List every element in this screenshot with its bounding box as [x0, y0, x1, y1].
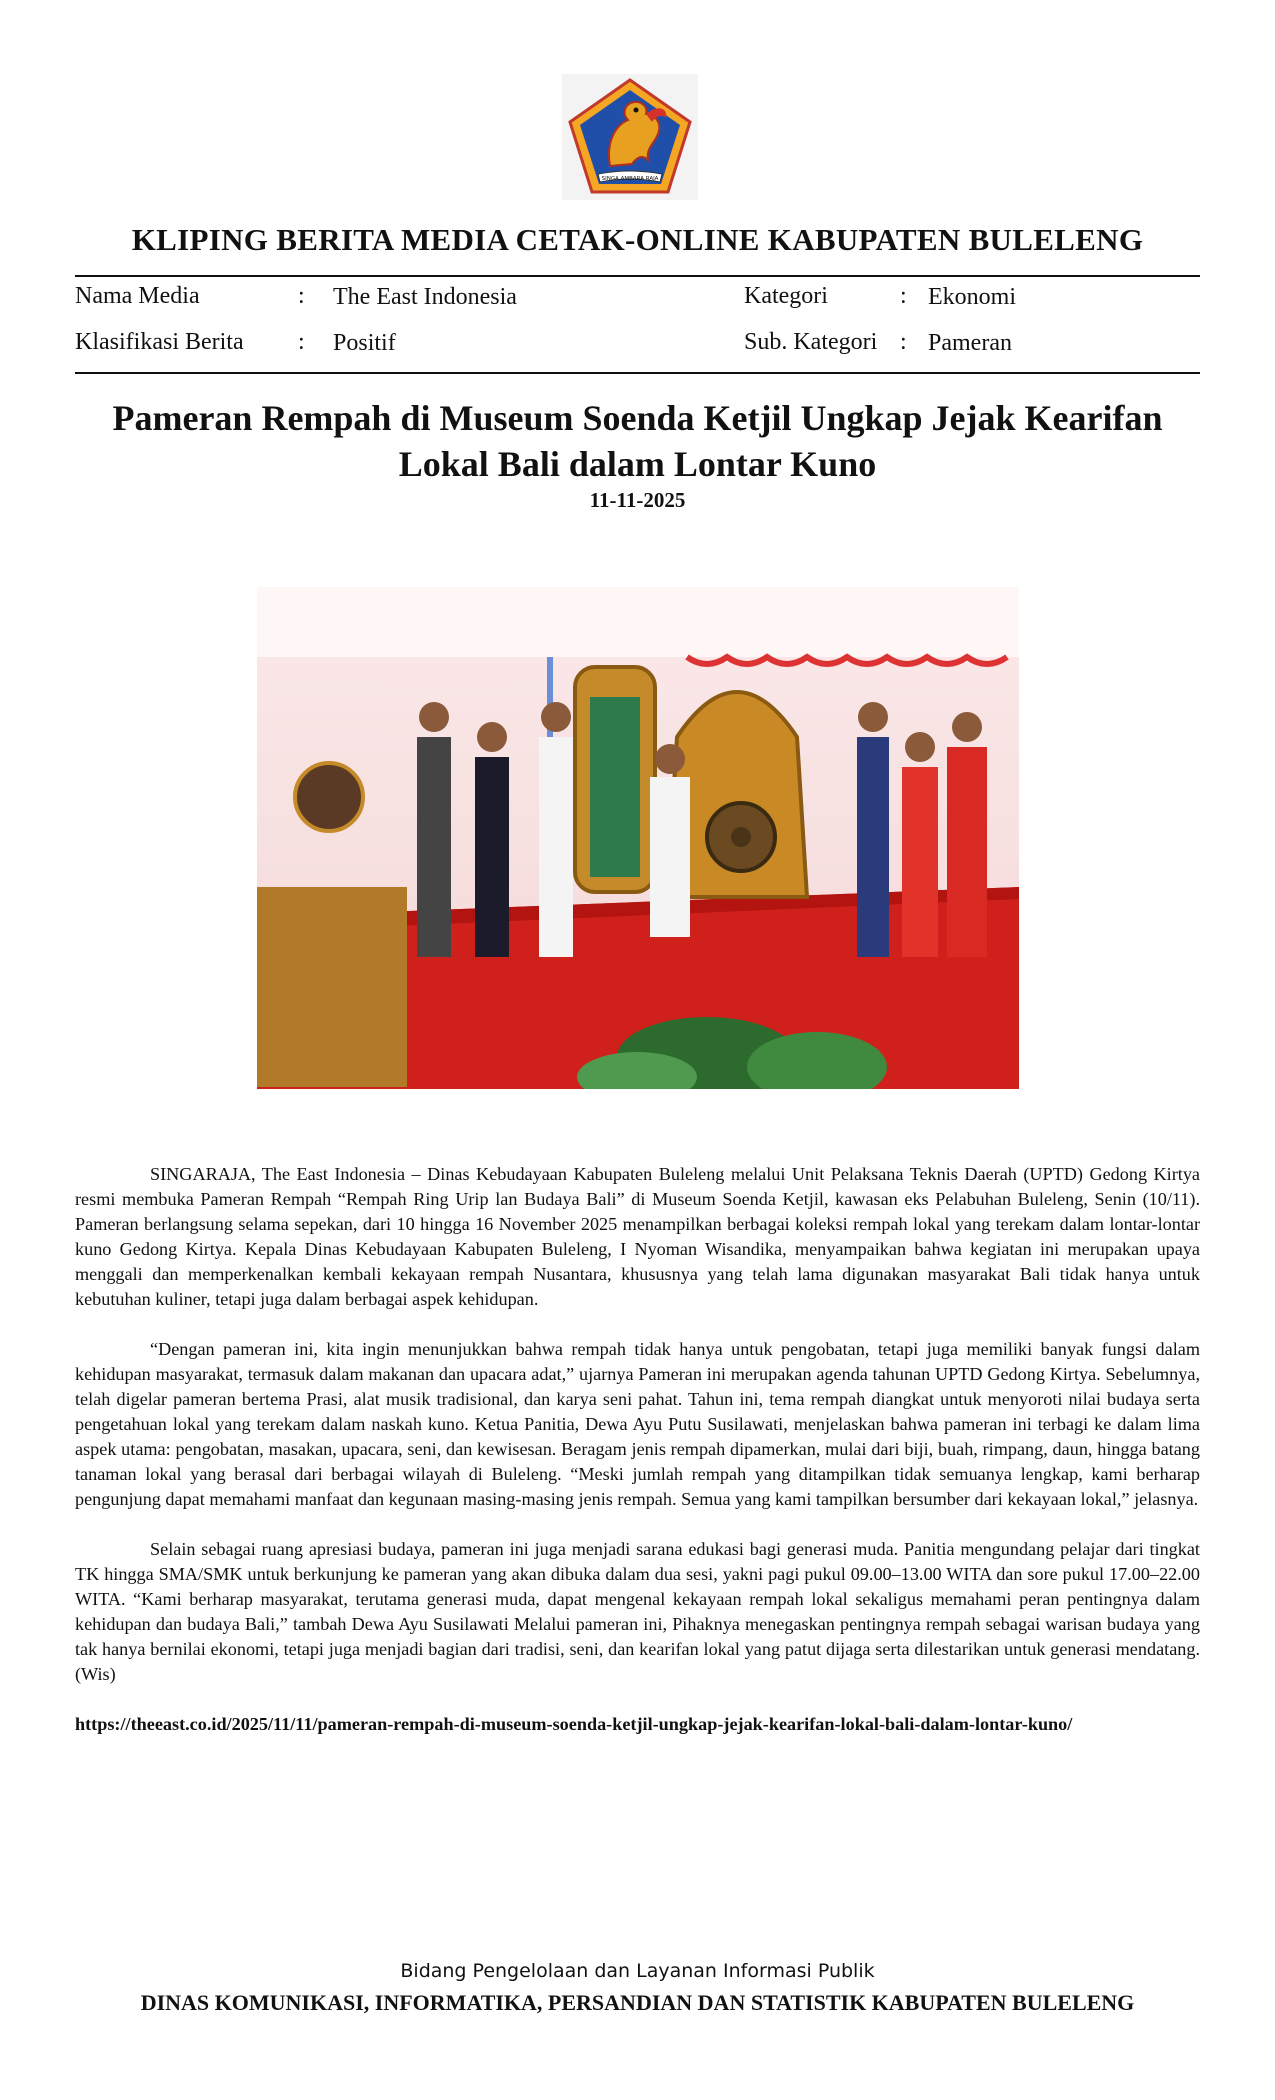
article-date: 11-11-2025 — [589, 488, 686, 512]
klasifikasi-separator: : — [298, 329, 305, 355]
klasifikasi-berita-label: Klasifikasi Berita — [75, 329, 244, 355]
klasifikasi-berita-value: Positif — [333, 330, 396, 356]
event-photo-gong-opening-ceremony-icon — [257, 587, 1019, 1089]
sub-kategori-separator: : — [900, 329, 907, 355]
article-paragraph-2: “Dengan pameran ini, kita ingin menunjukkan bahwa rempah tidak hanya untuk pengobatan, tetapi juga memiliki banyak fungsi dalam kehidupan masyarakat, termasuk dalam makanan dan upacara adat,” ujarnya Pameran ini merupakan agenda tahunan UPTD Gedong Kirtya. Sebelumnya, telah digelar pameran bertema Prasi, alat musik tradisional, dan karya seni pahat. Tahun ini, tema rempah diangkat untuk menyoroti nilai budaya serta pengetahuan lokal yang terekam dalam naskah kuno. Ketua Panitia, Dewa Ayu Putu Susilawati, menjelaskan bahwa pameran ini terbagi ke dalam lima aspek utama: pengobatan, masakan, upacara, seni, dan kewisesan. Beragam jenis rempah dipamerkan, mulai dari biji, buah, rimpang, daun, hingga batang tanaman lokal yang berasal dari berbagai wilayah di Buleleng. “Meski jumlah rempah yang ditampilkan tidak semuanya lengkap, kami berharap pengunjung dapat memahami manfaat dan kegunaan masing-masing jenis rempah. Semua yang kami tampilkan bersumber dari kekayaan lokal,” jelasnya. — [75, 1339, 1200, 1509]
footer-division: Bidang Pengelolaan dan Layanan Informasi Publik — [400, 1960, 875, 1982]
header-top-rule — [75, 275, 1200, 277]
kategori-value: Ekonomi — [928, 284, 1016, 310]
nama-media-label: Nama Media — [75, 283, 200, 309]
kategori-label: Kategori — [744, 283, 828, 309]
article-title: Pameran Rempah di Museum Soenda Ketjil Ungkap Jejak Kearifan Lokal Bali dalam Lontar Kuno — [112, 398, 1163, 484]
singa-ambara-raja-emblem-icon — [562, 74, 698, 200]
nama-media-value: The East Indonesia — [333, 284, 517, 310]
article-paragraph-1: SINGARAJA, The East Indonesia – Dinas Kebudayaan Kabupaten Buleleng melalui Unit Pelaksana Teknis Daerah (UPTD) Gedong Kirtya resmi membuka Pameran Rempah “Rempah Ring Urip lan Budaya Bali” di Museum Soenda Ketjil, kawasan eks Pelabuhan Buleleng, Senin (10/11). Pameran berlangsung selama sepekan, dari 10 hingga 16 November 2025 menampilkan berbagai koleksi rempah lokal yang terekam dalam lontar-lontar kuno Gedong Kirtya. Kepala Dinas Kebudayaan Kabupaten Buleleng, I Nyoman Wisandika, menyampaikan bahwa kegiatan ini merupakan upaya menggali dan memperkenalkan kembali kekayaan rempah Nusantara, khususnya yang telah lama digunakan masyarakat Bali tidak hanya untuk kebutuhan kuliner, tetapi juga dalam berbagai aspek kehidupan. — [75, 1164, 1200, 1309]
nama-media-separator: : — [298, 283, 305, 309]
article-paragraph-3: Selain sebagai ruang apresiasi budaya, pameran ini juga menjadi sarana edukasi bagi generasi muda. Panitia mengundang pelajar dari tingkat TK hingga SMA/SMK untuk berkunjung ke pameran yang akan dibuka dalam dua sesi, yakni pagi pukul 09.00–13.00 WITA dan sore pukul 17.00–22.00 WITA. “Kami berharap masyarakat, terutama generasi muda, dapat mengenal kekayaan rempah lokal sekaligus memahami peran pentingnya dalam kehidupan dan budaya Bali,” tambah Dewa Ayu Susilawati Melalui pameran ini, Pihaknya menegaskan pentingnya rempah sebagai warisan budaya yang tak hanya bernilai ekonomi, tetapi juga menjadi bagian dari tradisi, seni, dan kearifan lokal yang patut dijaga serta dilestarikan untuk generasi mendatang.(Wis) — [75, 1539, 1200, 1684]
footer-agency: DINAS KOMUNIKASI, INFORMATIKA, PERSANDIAN DAN STATISTIK KABUPATEN BULELENG — [140, 1990, 1135, 2015]
sub-kategori-label: Sub. Kategori — [744, 329, 878, 355]
sub-kategori-value: Pameran — [928, 330, 1012, 356]
page-header-title: KLIPING BERITA MEDIA CETAK-ONLINE KABUPATEN BULELENG — [131, 222, 1144, 257]
source-url-link[interactable]: https://theeast.co.id/2025/11/11/pameran-rempah-di-museum-soenda-ketjil-ungkap-jejak-kearifan-lokal-bali-dalam-lontar-kuno/ — [75, 1714, 1073, 1734]
article-body — [75, 1162, 1200, 1762]
header-bottom-rule — [75, 372, 1200, 374]
logo-caption: SINGA AMBARA RAJA — [601, 176, 659, 182]
kategori-separator: : — [900, 283, 907, 309]
